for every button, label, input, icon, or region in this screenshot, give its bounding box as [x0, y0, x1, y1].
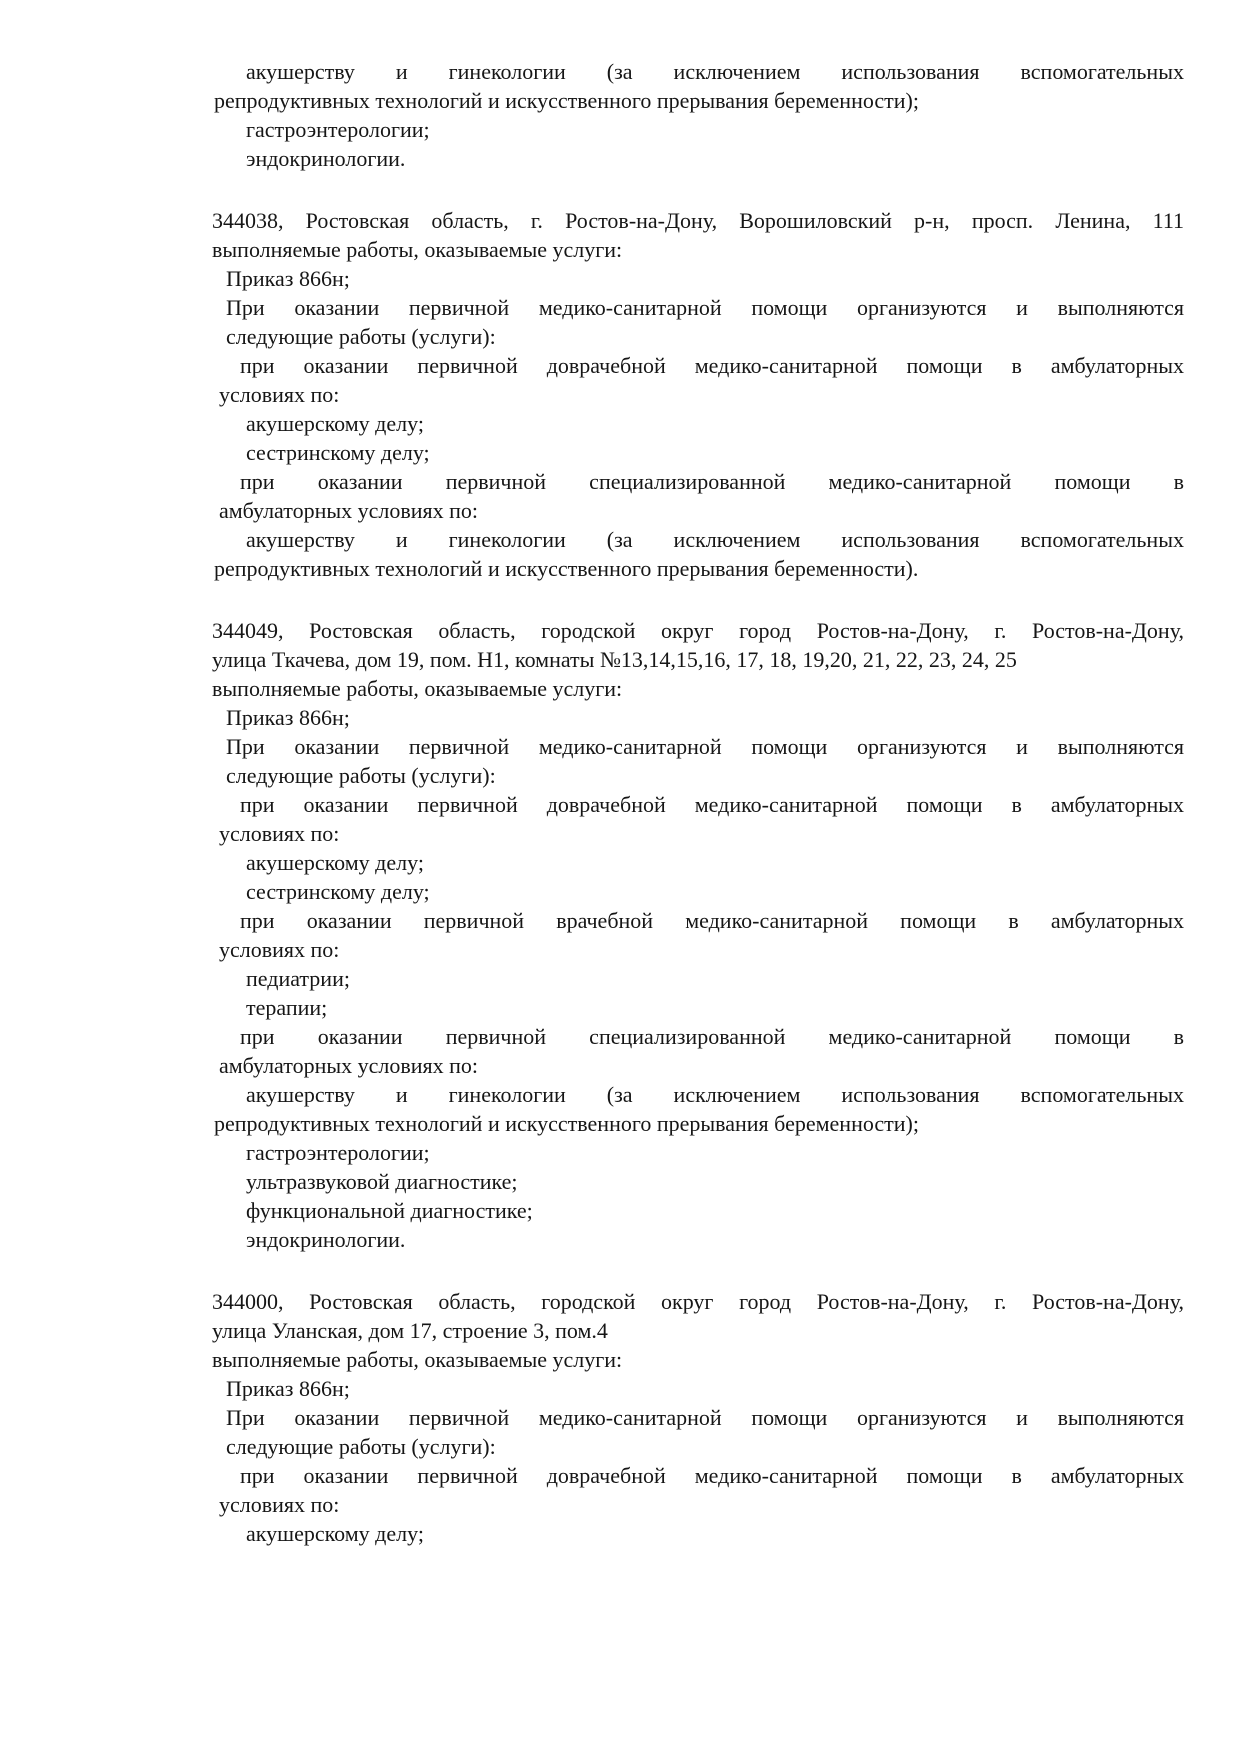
- text-line: эндокринологии.: [246, 1227, 406, 1252]
- text-line: 344000, Ростовская область, городской округ город Ростов-на-Дону, г. Ростов-на-Дону,: [212, 1289, 1184, 1314]
- text-line: 344049, Ростовская область, городской округ город Ростов-на-Дону, г. Ростов-на-Дону,: [212, 618, 1184, 643]
- text-line: условиях по:: [219, 1492, 340, 1517]
- text-line: условиях по:: [219, 821, 340, 846]
- text-line: Приказ 866н;: [226, 266, 350, 291]
- section-address-344000: [212, 1287, 1184, 1548]
- text-line: сестринскому делу;: [246, 440, 430, 465]
- text-line: эндокринологии.: [246, 146, 406, 171]
- text-line: улица Уланская, дом 17, строение 3, пом.4: [212, 1318, 608, 1343]
- text-line: гастроэнтерологии;: [246, 1140, 430, 1165]
- text-line: 344038, Ростовская область, г. Ростов-на-Дону, Ворошиловский р-н, просп. Ленина, 111: [212, 208, 1184, 233]
- text-line: условиях по:: [219, 382, 340, 407]
- text-line: при оказании первичной доврачебной медико-санитарной помощи в амбулаторных: [240, 1463, 1184, 1488]
- text-line: ультразвуковой диагностике;: [246, 1169, 518, 1194]
- text-line: При оказании первичной медико-санитарной помощи организуются и выполняются: [226, 734, 1184, 759]
- text-line: репродуктивных технологий и искусственного прерывания беременности);: [214, 1111, 919, 1136]
- text-line: при оказании первичной специализированной медико-санитарной помощи в: [240, 1024, 1184, 1049]
- text-line: следующие работы (услуги):: [226, 1434, 496, 1459]
- text-line: акушерству и гинекологии (за исключением использования вспомогательных: [246, 1082, 1184, 1107]
- text-line: акушерскому делу;: [246, 1521, 424, 1546]
- text-line: акушерскому делу;: [246, 411, 424, 436]
- text-line: функциональной диагностике;: [246, 1198, 533, 1223]
- text-line: выполняемые работы, оказываемые услуги:: [212, 676, 623, 701]
- text-line: при оказании первичной доврачебной медико-санитарной помощи в амбулаторных: [240, 353, 1184, 378]
- text-line: при оказании первичной специализированной медико-санитарной помощи в: [240, 469, 1184, 494]
- text-line: условиях по:: [219, 937, 340, 962]
- text-line: при оказании первичной врачебной медико-санитарной помощи в амбулаторных: [240, 908, 1184, 933]
- text-line: следующие работы (услуги):: [226, 763, 496, 788]
- text-line: следующие работы (услуги):: [226, 324, 496, 349]
- text-line: выполняемые работы, оказываемые услуги:: [212, 237, 623, 262]
- text-line: акушерству и гинекологии (за исключением использования вспомогательных: [246, 527, 1184, 552]
- text-line: репродуктивных технологий и искусственного прерывания беременности).: [214, 556, 919, 581]
- section-address-344038: [212, 206, 1184, 583]
- text-line: при оказании первичной доврачебной медико-санитарной помощи в амбулаторных: [240, 792, 1184, 817]
- text-line: сестринскому делу;: [246, 879, 430, 904]
- text-line: Приказ 866н;: [226, 1376, 350, 1401]
- text-line: амбулаторных условиях по:: [219, 1053, 479, 1078]
- text-line: акушерскому делу;: [246, 850, 424, 875]
- section-continuation-previous-address: [212, 57, 1184, 173]
- text-line: гастроэнтерологии;: [246, 117, 430, 142]
- text-line: репродуктивных технологий и искусственного прерывания беременности);: [214, 88, 919, 113]
- section-address-344049: [212, 616, 1184, 1254]
- text-line: Приказ 866н;: [226, 705, 350, 730]
- text-line: При оказании первичной медико-санитарной помощи организуются и выполняются: [226, 295, 1184, 320]
- text-line: улица Ткачева, дом 19, пом. Н1, комнаты №13,14,15,16, 17, 18, 19,20, 21, 22, 23, 24, 25: [212, 647, 1017, 672]
- text-line: выполняемые работы, оказываемые услуги:: [212, 1347, 623, 1372]
- text-line: акушерству и гинекологии (за исключением использования вспомогательных: [246, 59, 1184, 84]
- text-line: терапии;: [246, 995, 328, 1020]
- text-line: При оказании первичной медико-санитарной помощи организуются и выполняются: [226, 1405, 1184, 1430]
- text-line: амбулаторных условиях по:: [219, 498, 479, 523]
- text-line: педиатрии;: [246, 966, 350, 991]
